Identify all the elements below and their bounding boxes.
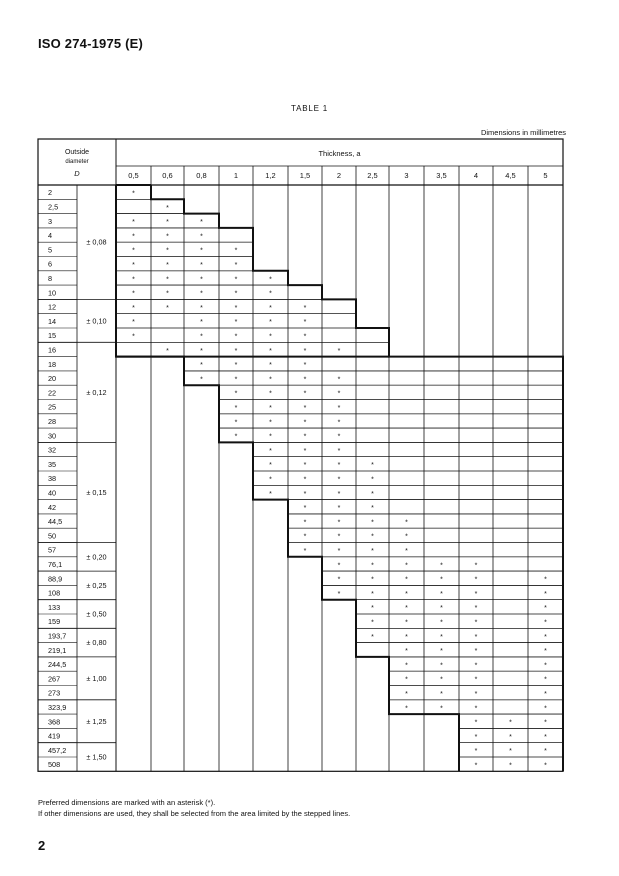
preferred-asterisk: * xyxy=(405,590,408,598)
preferred-asterisk: * xyxy=(234,276,238,284)
thickness-label: 1,5 xyxy=(299,171,311,180)
preferred-asterisk: * xyxy=(371,505,374,513)
preferred-asterisk: * xyxy=(132,304,135,312)
preferred-asterisk: * xyxy=(474,605,478,613)
preferred-asterisk: * xyxy=(544,691,547,698)
diameter-label: 5 xyxy=(48,245,53,255)
preferred-asterisk: * xyxy=(234,433,238,441)
preferred-asterisk: * xyxy=(371,619,374,627)
preferred-asterisk: * xyxy=(337,419,341,427)
preferred-asterisk: * xyxy=(337,347,341,355)
tolerance-label: ± 0,20 xyxy=(86,552,107,562)
preferred-asterisk: * xyxy=(234,262,238,269)
preferred-asterisk: * xyxy=(474,719,478,727)
preferred-asterisk: * xyxy=(132,247,135,255)
preferred-asterisk: * xyxy=(234,362,238,370)
preferred-asterisk: * xyxy=(200,290,203,298)
preferred-asterisk: * xyxy=(337,390,341,398)
preferred-asterisk: * xyxy=(509,748,512,756)
preferred-asterisk: * xyxy=(303,476,307,484)
preferred-asterisk: * xyxy=(405,576,408,584)
preferred-asterisk: * xyxy=(544,648,547,656)
preferred-asterisk: * xyxy=(440,605,443,613)
preferred-asterisk: * xyxy=(440,691,443,698)
preferred-asterisk: * xyxy=(303,462,307,470)
preferred-asterisk: * xyxy=(474,691,478,698)
preferred-asterisk: * xyxy=(166,204,169,212)
diameter-label: 10 xyxy=(48,288,57,298)
diameter-label: 14 xyxy=(48,316,57,326)
preferred-asterisk: * xyxy=(474,748,478,756)
preferred-asterisk: * xyxy=(200,304,203,312)
footnote-preferred: Preferred dimensions are marked with an asterisk (*). xyxy=(38,798,216,807)
preferred-asterisk: * xyxy=(544,590,547,598)
preferred-asterisk: * xyxy=(200,276,203,284)
preferred-asterisk: * xyxy=(371,476,374,484)
preferred-asterisk: * xyxy=(132,319,135,327)
preferred-asterisk: * xyxy=(544,605,547,613)
preferred-asterisk: * xyxy=(440,576,443,584)
diameter-label: 368 xyxy=(48,717,61,727)
preferred-asterisk: * xyxy=(269,276,272,284)
preferred-asterisk: * xyxy=(303,533,307,541)
preferred-asterisk: * xyxy=(440,648,443,656)
preferred-asterisk: * xyxy=(440,662,443,670)
preferred-asterisk: * xyxy=(474,562,478,570)
diameter-label: 457,2 xyxy=(48,745,67,755)
preferred-asterisk: * xyxy=(303,333,307,341)
diameter-label: 38 xyxy=(48,474,57,484)
preferred-asterisk: * xyxy=(269,476,272,484)
preferred-asterisk: * xyxy=(200,247,203,255)
diameter-label: 108 xyxy=(48,588,61,598)
table-title: TABLE 1 xyxy=(290,104,329,113)
diameter-label: 18 xyxy=(48,359,57,369)
preferred-asterisk: * xyxy=(303,490,307,498)
tolerance-label: ± 0,15 xyxy=(86,487,107,497)
header-d: D xyxy=(74,169,80,178)
preferred-asterisk: * xyxy=(234,419,238,427)
diameter-label: 28 xyxy=(48,417,57,426)
tolerance-label: ± 0,80 xyxy=(86,638,107,648)
preferred-asterisk: * xyxy=(337,462,341,470)
thickness-label: 0,6 xyxy=(162,171,173,180)
preferred-asterisk: * xyxy=(303,362,307,370)
preferred-asterisk: * xyxy=(166,219,169,227)
tolerance-label: ± 1,25 xyxy=(86,716,107,726)
diameter-label: 4 xyxy=(48,231,53,241)
diameter-label: 15 xyxy=(48,331,57,341)
preferred-asterisk: * xyxy=(371,562,374,570)
diameter-label: 267 xyxy=(48,674,61,684)
preferred-asterisk: * xyxy=(234,290,238,298)
preferred-asterisk: * xyxy=(337,576,341,584)
preferred-asterisk: * xyxy=(269,347,272,355)
preferred-asterisk: * xyxy=(234,333,238,341)
diameter-label: 273 xyxy=(48,688,61,698)
preferred-asterisk: * xyxy=(166,233,169,241)
preferred-asterisk: * xyxy=(440,562,443,570)
preferred-asterisk: * xyxy=(474,576,478,584)
preferred-asterisk: * xyxy=(474,619,478,627)
preferred-asterisk: * xyxy=(544,705,547,713)
preferred-asterisk: * xyxy=(337,476,341,484)
preferred-asterisk: * xyxy=(371,633,374,641)
preferred-asterisk: * xyxy=(269,362,272,370)
preferred-asterisk: * xyxy=(544,719,547,727)
preferred-asterisk: * xyxy=(544,576,547,584)
preferred-asterisk: * xyxy=(337,562,341,570)
preferred-asterisk: * xyxy=(303,405,307,412)
diameter-label: 12 xyxy=(48,302,57,312)
preferred-asterisk: * xyxy=(474,705,478,713)
preferred-asterisk: * xyxy=(303,304,307,312)
preferred-asterisk: * xyxy=(234,390,238,398)
thickness-label: 5 xyxy=(543,171,548,180)
diameter-label: 159 xyxy=(48,617,61,627)
preferred-asterisk: * xyxy=(474,676,478,684)
tolerance-label: ± 0,50 xyxy=(86,609,107,619)
preferred-asterisk: * xyxy=(303,447,307,455)
thickness-label: 2 xyxy=(336,171,342,180)
preferred-asterisk: * xyxy=(337,405,341,412)
preferred-asterisk: * xyxy=(166,347,169,355)
preferred-asterisk: * xyxy=(509,762,512,770)
preferred-asterisk: * xyxy=(405,548,408,555)
preferred-asterisk: * xyxy=(371,490,374,498)
thickness-label: 1,2 xyxy=(265,171,276,180)
preferred-asterisk: * xyxy=(269,419,272,427)
diameter-label: 25 xyxy=(48,402,57,412)
preferred-asterisk: * xyxy=(200,333,203,341)
preferred-asterisk: * xyxy=(269,376,272,384)
preferred-asterisk: * xyxy=(337,548,341,555)
preferred-asterisk: * xyxy=(132,262,135,269)
preferred-asterisk: * xyxy=(371,533,374,541)
preferred-asterisk: * xyxy=(234,405,238,412)
preferred-asterisk: * xyxy=(132,190,135,198)
tolerance-label: ± 0,10 xyxy=(86,316,107,326)
preferred-asterisk: * xyxy=(337,533,341,541)
tolerance-label: ± 0,25 xyxy=(86,580,107,590)
preferred-asterisk: * xyxy=(303,433,307,441)
thickness-label: 3 xyxy=(404,171,409,180)
preferred-asterisk: * xyxy=(337,590,341,598)
thickness-label: 4,5 xyxy=(505,171,516,180)
preferred-asterisk: * xyxy=(371,462,374,470)
diameter-label: 35 xyxy=(48,459,57,469)
preferred-asterisk: * xyxy=(440,619,443,627)
preferred-asterisk: * xyxy=(440,705,443,713)
preferred-asterisk: * xyxy=(303,505,307,513)
preferred-asterisk: * xyxy=(509,733,512,741)
preferred-asterisk: * xyxy=(337,505,341,513)
thickness-label: 0,8 xyxy=(196,171,207,180)
preferred-asterisk: * xyxy=(474,648,478,656)
preferred-asterisk: * xyxy=(544,662,547,670)
thickness-label: 3,5 xyxy=(436,171,447,180)
preferred-asterisk: * xyxy=(200,233,203,241)
preferred-asterisk: * xyxy=(337,490,341,498)
preferred-asterisk: * xyxy=(440,676,443,684)
preferred-asterisk: * xyxy=(200,319,203,327)
preferred-asterisk: * xyxy=(405,691,408,698)
preferred-asterisk: * xyxy=(132,276,135,284)
tolerance-label: ± 1,50 xyxy=(86,752,107,762)
preferred-asterisk: * xyxy=(337,447,341,455)
preferred-asterisk: * xyxy=(269,433,272,441)
preferred-asterisk: * xyxy=(200,376,203,384)
preferred-asterisk: * xyxy=(544,619,547,627)
preferred-asterisk: * xyxy=(440,590,443,598)
diameter-label: 76,1 xyxy=(48,560,63,569)
diameter-label: 193,7 xyxy=(48,631,67,641)
tolerance-label: ± 0,12 xyxy=(86,387,107,397)
diameter-label: 20 xyxy=(48,374,57,384)
diameter-label: 6 xyxy=(48,259,53,269)
preferred-asterisk: * xyxy=(337,519,341,527)
preferred-asterisk: * xyxy=(544,676,547,684)
preferred-asterisk: * xyxy=(269,390,272,398)
preferred-asterisk: * xyxy=(303,319,307,327)
diameter-label: 2,5 xyxy=(48,202,59,212)
preferred-asterisk: * xyxy=(509,719,512,727)
preferred-asterisk: * xyxy=(132,219,135,227)
preferred-asterisk: * xyxy=(474,733,478,741)
preferred-asterisk: * xyxy=(371,590,374,598)
diameter-label: 133 xyxy=(48,602,61,612)
preferred-asterisk: * xyxy=(405,619,408,627)
document-id: ISO 274-1975 (E) xyxy=(38,36,144,51)
preferred-asterisk: * xyxy=(234,347,238,355)
diameter-label: 88,9 xyxy=(48,574,63,584)
preferred-asterisk: * xyxy=(166,304,169,312)
tolerance-label: ± 0,08 xyxy=(86,237,107,247)
preferred-asterisk: * xyxy=(269,304,272,312)
preferred-asterisk: * xyxy=(544,748,547,756)
preferred-asterisk: * xyxy=(474,662,478,670)
preferred-asterisk: * xyxy=(166,276,169,284)
thickness-label: 2,5 xyxy=(367,171,378,180)
diameter-label: 508 xyxy=(48,760,61,770)
preferred-asterisk: * xyxy=(405,662,408,670)
preferred-asterisk: * xyxy=(405,533,408,541)
preferred-asterisk: * xyxy=(544,733,547,741)
preferred-asterisk: * xyxy=(303,376,307,384)
preferred-asterisk: * xyxy=(166,247,169,255)
units-note: Dimensions in millimetres xyxy=(480,128,566,137)
diameter-label: 57 xyxy=(48,545,57,555)
preferred-asterisk: * xyxy=(200,262,203,269)
header-thickness: Thickness, a xyxy=(318,149,361,158)
diameter-label: 42 xyxy=(48,502,57,512)
preferred-asterisk: * xyxy=(405,648,408,656)
header-diameter: diameter xyxy=(65,159,89,165)
preferred-asterisk: * xyxy=(132,290,135,298)
preferred-asterisk: * xyxy=(132,233,135,241)
page-number: 2 xyxy=(38,838,46,853)
preferred-asterisk: * xyxy=(132,333,135,341)
preferred-asterisk: * xyxy=(303,519,307,527)
preferred-asterisk: * xyxy=(303,347,307,355)
preferred-asterisk: * xyxy=(269,290,272,298)
preferred-asterisk: * xyxy=(544,762,547,770)
diameter-label: 244,5 xyxy=(48,660,67,670)
preferred-asterisk: * xyxy=(405,676,408,684)
preferred-asterisk: * xyxy=(405,562,408,570)
preferred-asterisk: * xyxy=(474,633,478,641)
diameter-label: 323,9 xyxy=(48,703,67,712)
diameter-label: 40 xyxy=(48,488,57,498)
preferred-asterisk: * xyxy=(269,333,272,341)
diameter-label: 219,1 xyxy=(48,645,67,655)
diameter-label: 3 xyxy=(48,216,53,226)
preferred-asterisk: * xyxy=(269,319,272,327)
preferred-asterisk: * xyxy=(303,548,307,555)
preferred-asterisk: * xyxy=(269,447,272,455)
tolerance-label: ± 1,00 xyxy=(86,673,107,683)
preferred-asterisk: * xyxy=(337,433,341,441)
preferred-asterisk: * xyxy=(371,576,374,584)
stepped-boundary-right xyxy=(151,185,563,771)
preferred-asterisk: * xyxy=(303,390,307,398)
preferred-asterisk: * xyxy=(269,462,272,470)
diameter-label: 30 xyxy=(48,431,57,441)
preferred-asterisk: * xyxy=(371,519,374,527)
thickness-label: 0,5 xyxy=(128,171,139,180)
preferred-asterisk: * xyxy=(371,548,374,555)
preferred-asterisk: * xyxy=(405,633,408,641)
diameter-label: 8 xyxy=(48,274,53,283)
preferred-asterisk: * xyxy=(474,762,478,770)
preferred-asterisk: * xyxy=(269,490,272,498)
preferred-asterisk: * xyxy=(303,419,307,427)
preferred-asterisk: * xyxy=(337,376,341,384)
preferred-asterisk: * xyxy=(405,519,408,527)
diameter-label: 44,5 xyxy=(48,517,63,527)
preferred-asterisk: * xyxy=(234,376,238,384)
preferred-asterisk: * xyxy=(405,605,408,613)
preferred-asterisk: * xyxy=(234,304,238,312)
preferred-asterisk: * xyxy=(405,705,408,713)
diameter-label: 22 xyxy=(48,388,57,398)
preferred-asterisk: * xyxy=(544,633,547,641)
preferred-asterisk: * xyxy=(166,290,169,298)
preferred-asterisk: * xyxy=(371,605,374,613)
diameter-label: 50 xyxy=(48,531,57,541)
preferred-asterisk: * xyxy=(166,262,169,269)
preferred-asterisk: * xyxy=(234,247,238,255)
thickness-label: 4 xyxy=(473,171,479,180)
diameter-label: 2 xyxy=(48,188,53,198)
footnote-other: If other dimensions are used, they shall be selected from the area limited by the stepped lines. xyxy=(38,809,351,818)
preferred-asterisk: * xyxy=(269,405,272,412)
diameter-label: 32 xyxy=(48,445,57,455)
preferred-asterisk: * xyxy=(440,633,443,641)
preferred-asterisk: * xyxy=(200,219,203,227)
preferred-asterisk: * xyxy=(200,362,203,370)
diameter-label: 16 xyxy=(48,345,57,355)
preferred-asterisk: * xyxy=(234,319,238,327)
diameter-label: 419 xyxy=(48,731,61,741)
preferred-asterisk: * xyxy=(200,347,203,355)
thickness-label: 1 xyxy=(233,171,239,180)
header-outside: Outside xyxy=(64,149,90,156)
preferred-asterisk: * xyxy=(474,590,478,598)
